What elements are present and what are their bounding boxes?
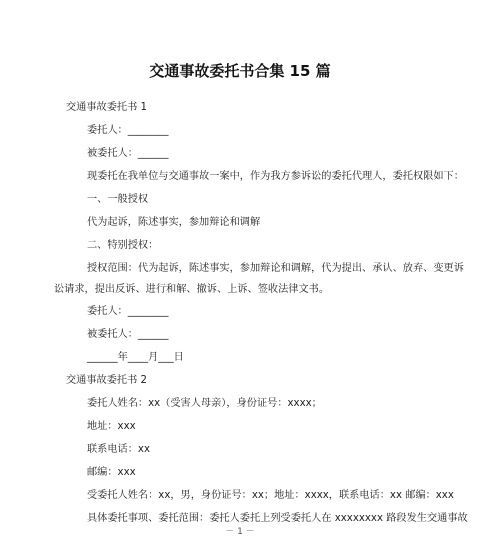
agent-line: 被委托人：______ <box>87 329 169 340</box>
subheading-special: 二、特别授权： <box>87 240 159 251</box>
document-title: 交通事故委托书合集 15 篇 <box>149 62 331 80</box>
agent-line: 被委托人：______ <box>87 148 169 159</box>
paragraph-line: 联系电话：xx <box>87 444 150 455</box>
paragraph-line: 讼请求，提出反诉、进行和解、撤诉、上诉、签收法律文书。 <box>54 284 330 295</box>
date-line: ______年____月___日 <box>87 352 184 363</box>
paragraph-line: 委托人姓名：xx（受害人母亲），身份证号：xxxx； <box>87 398 322 409</box>
paragraph-line: 邮编：xxx <box>87 467 136 478</box>
section-heading-2: 交通事故委托书 2 <box>66 375 148 386</box>
section-heading-1: 交通事故委托书 1 <box>66 102 148 113</box>
paragraph-line: 授权范围：代为起诉，陈述事实，参加辩论和调解，代为提出、承认、放弃、变更诉 <box>87 263 464 274</box>
principal-line: 委托人：________ <box>87 125 169 136</box>
paragraph-line: 代为起诉，陈述事实，参加辩论和调解 <box>87 217 261 228</box>
principal-line: 委托人：________ <box>87 306 169 317</box>
page-number: － 1 － <box>225 527 255 537</box>
paragraph-line: 地址：xxx <box>87 421 136 432</box>
subheading-general: 一、一般授权 <box>87 194 149 205</box>
paragraph-line: 现委托在我单位与交通事故一案中，作为我方参诉讼的委托代理人，委托权限如下： <box>87 171 464 182</box>
paragraph-line: 受委托人姓名：xx，男，身份证号：xx；地址：xxxx，联系电话：xx 邮编：xxx <box>87 490 454 501</box>
paragraph-line: 具体委托事项、委托范围：委托人委托上列受委托人在 xxxxxxxx 路段发生交通事故 <box>87 513 468 524</box>
